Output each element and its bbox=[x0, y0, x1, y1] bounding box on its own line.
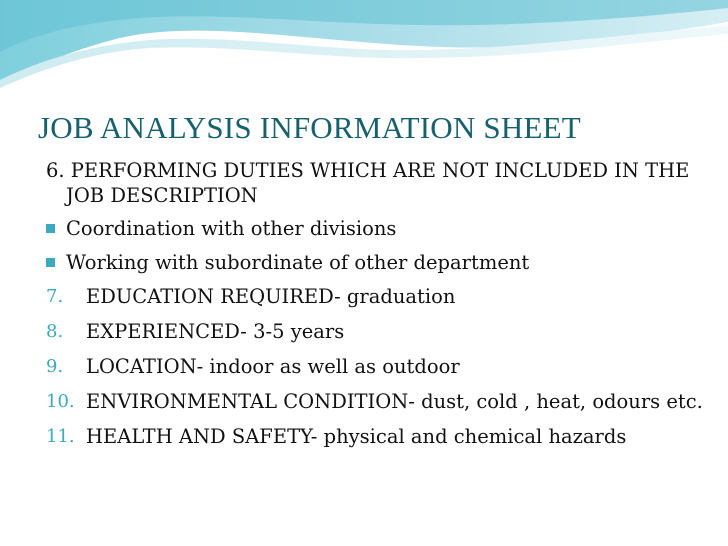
bullet-text: Coordination with other divisions bbox=[66, 217, 397, 240]
square-bullet-icon bbox=[46, 258, 55, 267]
item-number: 8. bbox=[46, 321, 64, 342]
item-number: 7. bbox=[46, 286, 64, 307]
item-number: 10. bbox=[46, 391, 75, 412]
numbered-item bbox=[46, 389, 706, 414]
bullet-text: Working with subordinate of other department bbox=[66, 251, 530, 274]
numbered-item bbox=[46, 354, 706, 379]
numbered-item bbox=[46, 284, 706, 309]
numbered-item bbox=[46, 319, 706, 344]
item-text: EXPERIENCED- 3-5 years bbox=[86, 320, 345, 343]
item-text: LOCATION- indoor as well as outdoor bbox=[86, 355, 460, 378]
square-bullet-icon bbox=[46, 224, 55, 233]
numbered-item bbox=[46, 424, 706, 449]
intro-item: 6. PERFORMING DUTIES WHICH ARE NOT INCLUDED IN THE JOB DESCRIPTION bbox=[46, 159, 690, 207]
item-number: 11. bbox=[46, 426, 75, 447]
slide-title: JOB ANALYSIS INFORMATION SHEET bbox=[38, 110, 581, 145]
item-text: EDUCATION REQUIRED- graduation bbox=[86, 285, 456, 308]
item-text: HEALTH AND SAFETY- physical and chemical hazards bbox=[86, 425, 627, 448]
header-wave-decoration bbox=[0, 0, 728, 90]
bullet-item bbox=[46, 250, 706, 275]
item-text: ENVIRONMENTAL CONDITION- dust, cold , heat, odours etc. bbox=[86, 390, 703, 413]
item-number: 9. bbox=[46, 356, 64, 377]
slide-content bbox=[46, 158, 706, 459]
bullet-item bbox=[46, 216, 706, 241]
